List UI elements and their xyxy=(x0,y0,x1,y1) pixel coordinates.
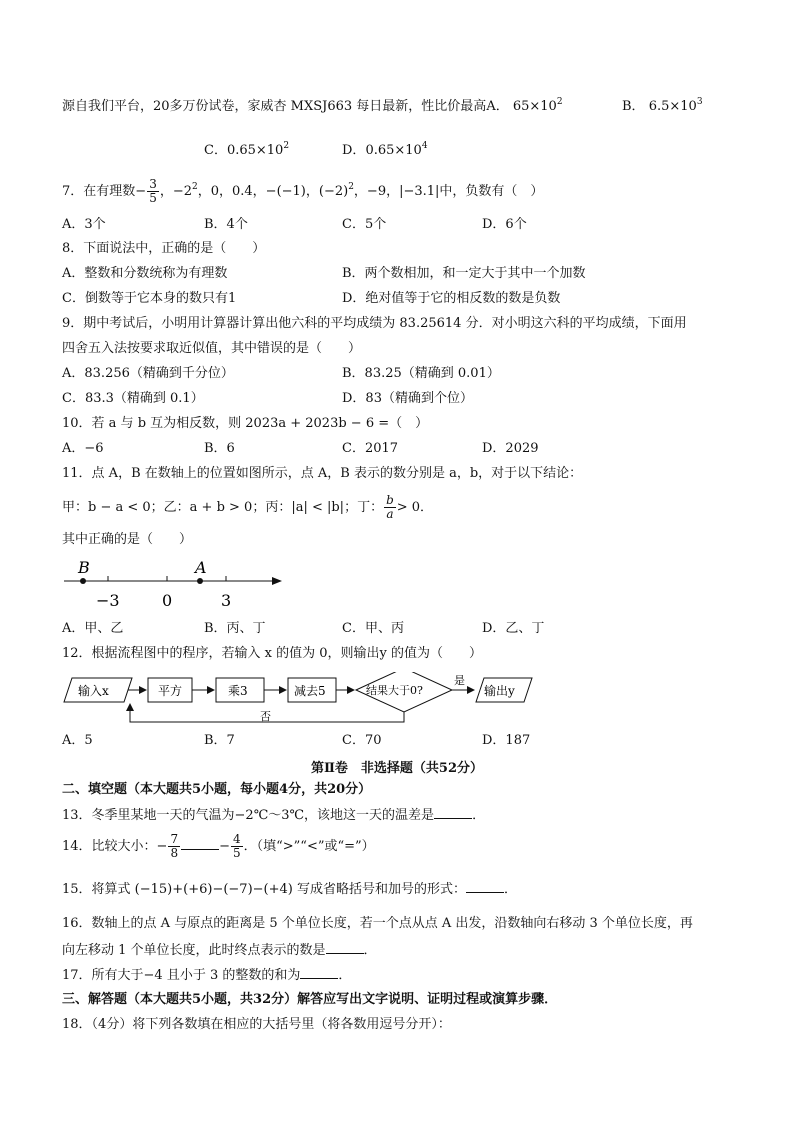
q8-option-a: A．整数和分数统称为有理数 xyxy=(62,266,228,281)
flow-condition-text: 结果大于0? xyxy=(366,684,423,697)
flowchart-figure xyxy=(60,672,540,728)
q6-option-c: C．$0.65\times 10^2$ xyxy=(204,141,290,158)
q9-stem-line1: 9．期中考试后，小明用计算器计算出他六科的平均成绩为 83.25614 分．对小明这六科的平均成绩，下面用 xyxy=(62,316,687,331)
q12-option-c: C．70 xyxy=(342,733,382,748)
q7-option-c: C．5个 xyxy=(342,217,387,232)
point-a xyxy=(197,578,203,584)
q8-option-b: B．两个数相加，和一定大于其中一个加数 xyxy=(342,266,586,281)
q14: 14．比较大小：− $\frac{7}{8}$ − $\frac{4}{5}$ ．（填“>”“<”或“=”） xyxy=(62,832,375,860)
q12-option-b: B．7 xyxy=(204,733,235,748)
section3-heading: 三、解答题（本大题共5小题，共32分）解答应写出文字说明、证明过程或演算步骤． xyxy=(62,992,558,1007)
flow-multiply-text: 乘3 xyxy=(228,684,248,698)
q7-option-d: D．6个 xyxy=(482,217,527,232)
q10-option-c: C．2017 xyxy=(342,441,399,456)
q6-option-d: D．$0.65\times 10^4$ xyxy=(342,141,428,158)
label-3: 3 xyxy=(221,591,232,610)
q12-option-d: D．187 xyxy=(482,733,531,748)
q11-stem: 11．点 A，B 在数轴上的位置如图所示，点 A，B 表示的数分别是 a，b，对于以下结论： xyxy=(62,466,583,481)
q6-option-a-label: A． xyxy=(486,99,509,114)
q11-option-a: A．甲、乙 xyxy=(62,621,124,636)
q7-stem: 7．在有理数− $\frac{3}{5}$ ，$-2^2$，0，0.4，−(−1)，$(-2)^2$，−9，|−3.1|中，负数有（ ） xyxy=(62,177,544,205)
q7-fraction: $\frac{3}{5}$ xyxy=(149,177,157,205)
q14-fraction-2: $\frac{4}{5}$ xyxy=(232,832,241,860)
q13: 13．冬季里某地一天的气温为−2℃～3℃，该地这一天的温差是 ． xyxy=(62,808,486,823)
q16-line1: 16．数轴上的点 A 与原点的距离是 5 个单位长度，若一个点从点 A 出发，沿数轴向右移动 3 个单位长度，再 xyxy=(62,916,693,931)
flow-output-text: 输出y xyxy=(484,684,515,698)
q15: 15．将算式 (−15)+(+6)−(−7)−(+4) 写成省略括号和加号的形式： ． xyxy=(62,882,517,897)
q9-option-c: C．83.3（精确到 0.1） xyxy=(62,391,204,406)
q10-option-b: B．6 xyxy=(204,441,235,456)
q6-intro-line xyxy=(62,98,563,116)
flow-square-text: 平方 xyxy=(158,684,183,698)
q8-option-d: D．绝对值等于它的相反数的数是负数 xyxy=(342,291,561,306)
q16-answer-blank xyxy=(326,941,364,954)
q12-stem: 12．根据流程图中的程序，若输入 x 的值为 0，则输出y 的值为（ ） xyxy=(62,646,483,661)
q6-option-a: $65\times 10^2$ xyxy=(512,97,563,114)
q14-fraction-1: $\frac{7}{8}$ xyxy=(170,832,179,860)
q9-option-b: B．83.25（精确到 0.01） xyxy=(342,366,500,381)
q11-fraction: $\frac{b}{a}$ xyxy=(386,493,394,521)
q11-claims: 甲：b − a < 0；乙：a + b > 0；丙：|a| < |b|；丁： $\frac{b}{a}$ > 0． xyxy=(62,493,434,521)
q9-option-a: A．83.256（精确到千分位） xyxy=(62,366,234,381)
q11-option-d: D．乙、丁 xyxy=(482,621,545,636)
q16-line2: 向左移动 1 个单位长度，此时终点表示的数是 ． xyxy=(62,943,377,958)
q11-ask: 其中正确的是（ ） xyxy=(62,532,193,547)
label-a: A xyxy=(195,558,207,577)
q17-answer-blank xyxy=(300,966,338,979)
q8-stem: 8．下面说法中，正确的是（ ） xyxy=(62,241,266,256)
q18: 18．（4分）将下列各数填在相应的大括号里（将各数用逗号分开）： xyxy=(62,1017,451,1032)
q7-option-b: B．4个 xyxy=(204,217,248,232)
label-b: B xyxy=(78,558,90,577)
q6-option-b: B． $6.5\times 10^3$ xyxy=(622,97,703,114)
q13-answer-blank xyxy=(434,806,472,819)
q6-intro: 源自我们平台，20多万份试卷，家威杏 MXSJ663 每日最新，性比价最高 xyxy=(62,99,487,114)
number-line-figure xyxy=(60,555,290,615)
q9-option-d: D．83（精确到个位） xyxy=(342,391,473,406)
q10-option-a: A．−6 xyxy=(62,441,104,456)
section2-heading: 二、填空题（本大题共5小题，每小题4分，共20分） xyxy=(62,782,372,797)
flow-no-label: 否 xyxy=(260,710,271,723)
q9-stem-line2: 四舍五入法按要求取近似值，其中错误的是（ ） xyxy=(62,341,362,356)
q12-option-a: A．5 xyxy=(62,733,93,748)
label-0: 0 xyxy=(162,591,173,610)
q17: 17．所有大于−4 且小于 3 的整数的和为 ． xyxy=(62,968,352,983)
flow-input-text: 输入x xyxy=(78,684,109,698)
q10-option-d: D．2029 xyxy=(482,441,539,456)
q11-option-b: B．丙、丁 xyxy=(204,621,266,636)
q8-option-c: C．倒数等于它本身的数只有1 xyxy=(62,291,237,306)
part2-title: 第Ⅱ卷 非选择题（共52分） xyxy=(310,761,484,776)
label-neg3: −3 xyxy=(96,591,120,610)
flow-minus-text: 减去5 xyxy=(294,684,326,698)
q11-option-c: C．甲、丙 xyxy=(342,621,404,636)
q7-option-a: A．3个 xyxy=(62,217,106,232)
number-line-arrow-icon xyxy=(272,577,282,585)
q14-answer-blank xyxy=(181,837,219,850)
flow-yes-label: 是 xyxy=(454,674,465,687)
point-b xyxy=(80,578,86,584)
q10-stem: 10．若 a 与 b 互为相反数，则 2023a + 2023b − 6 =（ ） xyxy=(62,416,429,431)
q15-answer-blank xyxy=(466,880,504,893)
